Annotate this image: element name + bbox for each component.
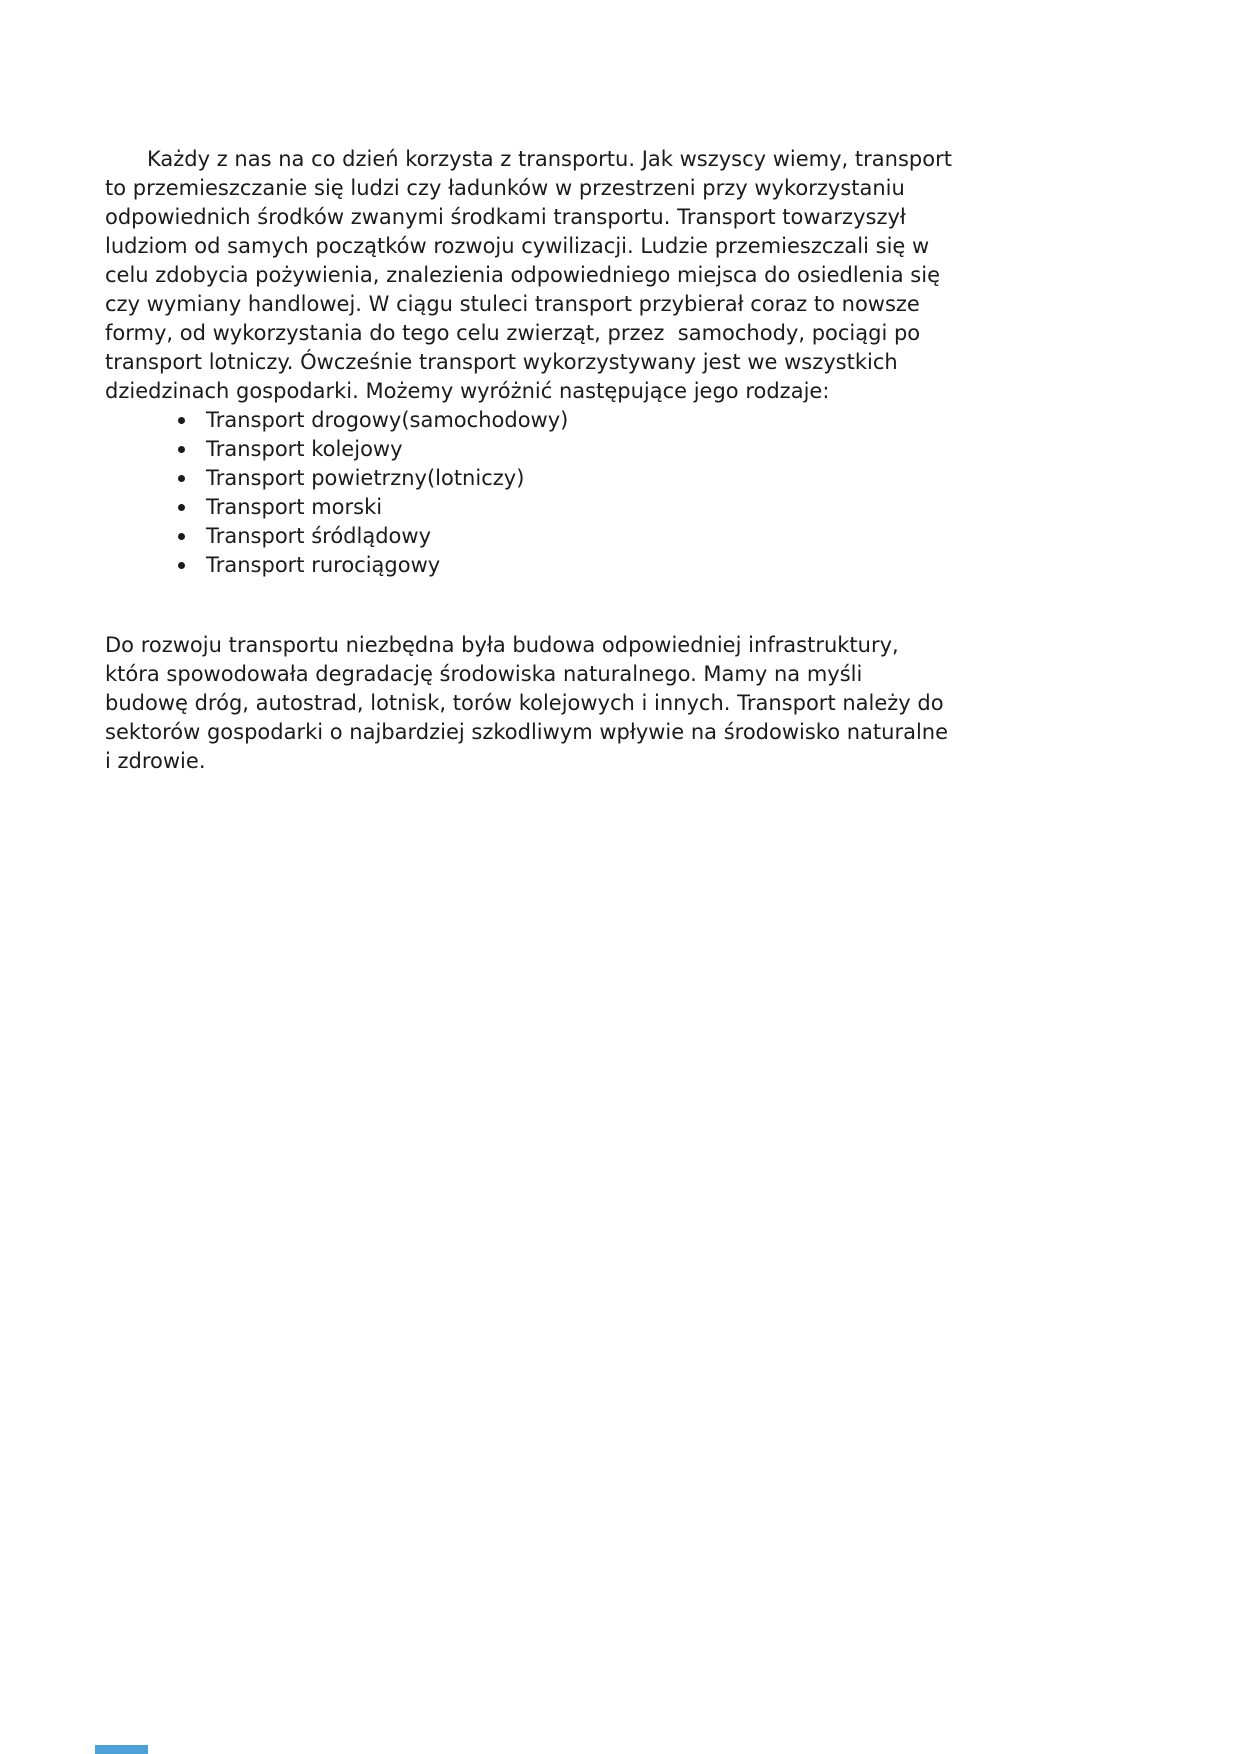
bullet-icon: [178, 446, 185, 453]
bullet-icon: [178, 562, 185, 569]
paragraph-line: to przemieszczanie się ludzi czy ładunków w przestrzeni przy wykorzystaniu: [105, 176, 905, 200]
list-item: [105, 493, 1045, 522]
paragraph-line: formy, od wykorzystania do tego celu zwierząt, przez samochody, pociągi po: [105, 321, 921, 345]
bullet-icon: [178, 417, 185, 424]
list-item: [105, 464, 1045, 493]
paragraph-line: odpowiednich środków zwanymi środkami transportu. Transport towarzyszył: [105, 205, 906, 229]
paragraph-line: i zdrowie.: [105, 749, 206, 773]
list-item: [105, 435, 1045, 464]
list-item: [105, 406, 1045, 435]
bullet-icon: [178, 475, 185, 482]
bullet-icon: [178, 504, 185, 511]
paragraph-line: Do rozwoju transportu niezbędna była budowa odpowiedniej infrastruktury,: [105, 633, 899, 657]
paragraph-line: ludziom od samych początków rozwoju cywilizacji. Ludzie przemieszczali się w: [105, 234, 930, 258]
list-item-label: Transport morski: [206, 495, 383, 519]
paragraph-line: Każdy z nas na co dzień korzysta z transportu. Jak wszyscy wiemy, transport: [147, 147, 952, 171]
text-content: [105, 145, 1045, 776]
paragraph-line: czy wymiany handlowej. W ciągu stuleci transport przybierał coraz to nowsze: [105, 292, 920, 316]
partial-footer-element: [95, 1745, 148, 1754]
paragraph-line: budowę dróg, autostrad, lotnisk, torów kolejowych i innych. Transport należy do: [105, 691, 944, 715]
list-item: [105, 551, 1045, 580]
list-item: [105, 522, 1045, 551]
paragraph-line: dziedzinach gospodarki. Możemy wyróżnić następujące jego rodzaje:: [105, 379, 830, 403]
paragraph-intro: [105, 145, 1045, 406]
transport-types-list: [105, 406, 1045, 580]
list-item-label: Transport drogowy(samochodowy): [206, 408, 569, 432]
paragraph-line: transport lotniczy. Ówcześnie transport wykorzystywany jest we wszystkich: [105, 350, 898, 374]
list-item-label: Transport śródlądowy: [206, 524, 431, 548]
paragraph-line: celu zdobycia pożywienia, znalezienia odpowiedniego miejsca do osiedlenia się: [105, 263, 940, 287]
paragraph-infrastructure: [105, 631, 1045, 776]
paragraph-line: sektorów gospodarki o najbardziej szkodliwym wpływie na środowisko naturalne: [105, 720, 949, 744]
list-item-label: Transport rurociągowy: [206, 553, 441, 577]
list-item-label: Transport kolejowy: [206, 437, 403, 461]
paragraph-line: która spowodowała degradację środowiska naturalnego. Mamy na myśli: [105, 662, 863, 686]
bullet-icon: [178, 533, 185, 540]
list-item-label: Transport powietrzny(lotniczy): [206, 466, 525, 490]
